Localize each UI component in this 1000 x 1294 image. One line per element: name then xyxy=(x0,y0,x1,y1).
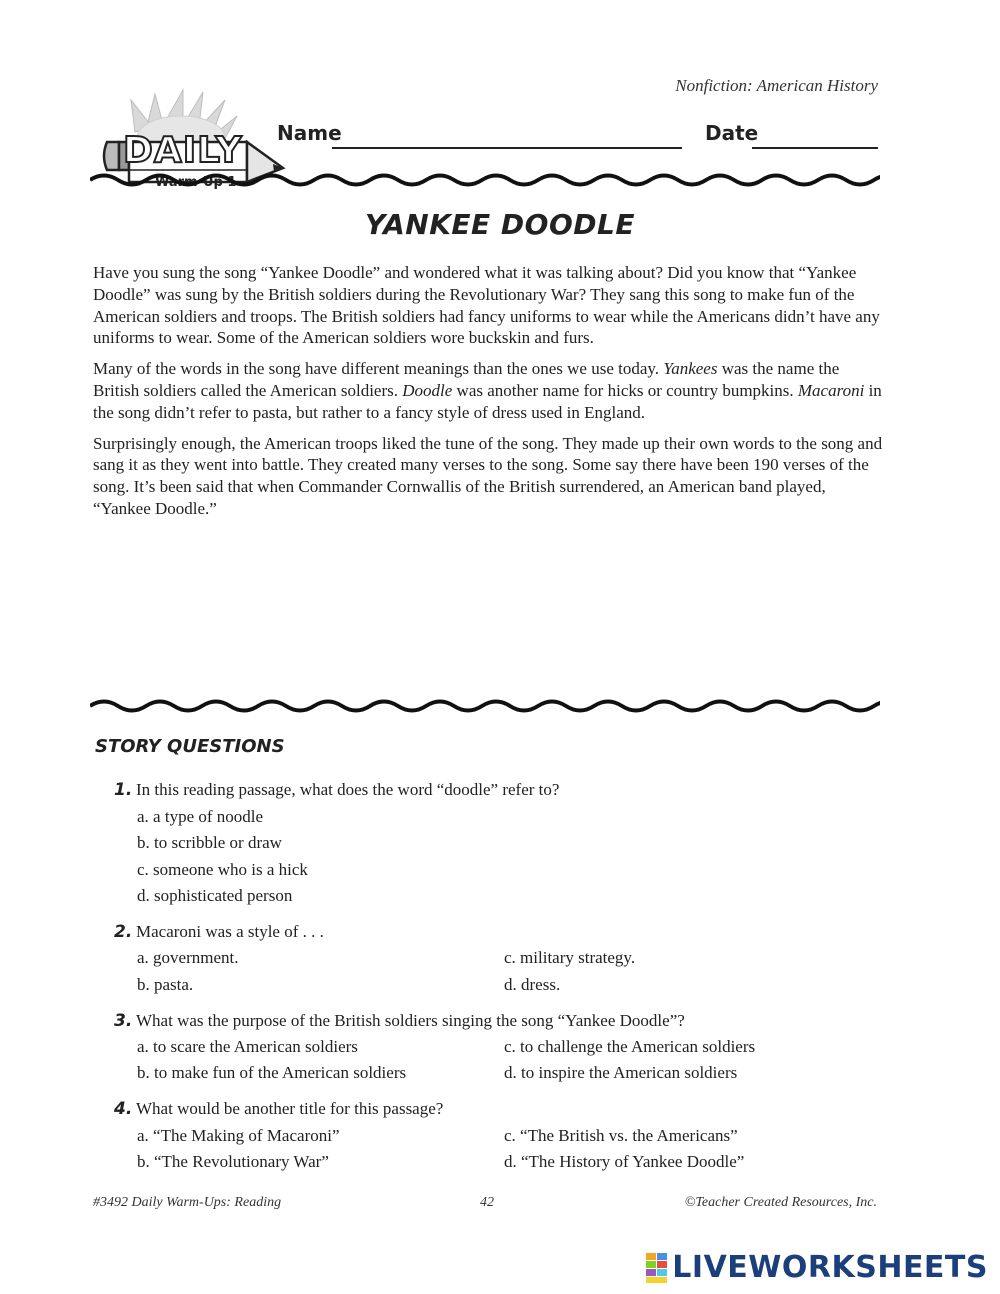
passage-text: was another name for hicks or country bumpkins. xyxy=(452,380,798,400)
liveworksheets-logo-icon xyxy=(646,1253,668,1283)
liveworksheets-brand[interactable] xyxy=(646,1250,988,1285)
question-3 xyxy=(114,1011,685,1031)
footer-copyright: ©Teacher Created Resources, Inc. xyxy=(684,1195,877,1210)
q1-option-d[interactable]: d. sophisticated person xyxy=(137,886,293,905)
question-text: What was the purpose of the British soldiers singing the song “Yankee Doodle”? xyxy=(136,1011,685,1030)
passage-paragraph-3: Surprisingly enough, the American troops liked the tune of the song. They made up their own words to the song and sang it as they went into battle. They created many verses to the song. Some say there have been 190 verses of the song. It’s been said that when Commander Cornwallis of the British surrendered, an American band played, “Yankee Doodle.” xyxy=(93,433,883,518)
passage-text: Many of the words in the song have different meanings than the ones we use today. xyxy=(93,359,664,379)
logo-warmup-text: Warm-Up 1 xyxy=(155,175,237,190)
q1-option-b[interactable]: b. to scribble or draw xyxy=(137,833,282,852)
passage-paragraph-2 xyxy=(93,358,885,423)
q3-option-b[interactable]: b. to make fun of the American soldiers xyxy=(137,1063,407,1082)
liveworksheets-wordmark: LIVEWORKSHEETS xyxy=(672,1250,988,1285)
term-macaroni: Macaroni xyxy=(797,380,865,400)
q4-option-b[interactable]: b. “The Revolutionary War” xyxy=(137,1152,329,1171)
q3-option-c[interactable]: c. to challenge the American soldiers xyxy=(504,1037,756,1056)
question-number: 4. xyxy=(114,1099,133,1119)
question-text: In this reading passage, what does the word “doodle” refer to? xyxy=(136,780,560,799)
footer-page-number: 42 xyxy=(480,1195,494,1210)
term-doodle: Doodle xyxy=(402,380,453,400)
middle-wave-divider xyxy=(90,694,880,718)
passage-text: was the name the British soldiers called the American soldiers. xyxy=(93,359,840,400)
reading-passage xyxy=(93,262,885,529)
top-wave-divider xyxy=(90,168,880,192)
question-2 xyxy=(114,922,324,942)
story-questions-heading: STORY QUESTIONS xyxy=(95,736,285,757)
logo-daily-text: DAILY xyxy=(123,130,243,171)
question-number: 3. xyxy=(114,1011,133,1031)
date-label: Date xyxy=(705,121,759,145)
q2-option-b[interactable]: b. pasta. xyxy=(137,975,194,994)
question-4 xyxy=(114,1099,443,1119)
passage-title: YANKEE DOODLE xyxy=(365,208,635,241)
q1-option-c[interactable]: c. someone who is a hick xyxy=(137,860,308,879)
q2-option-c[interactable]: c. military strategy. xyxy=(504,948,636,967)
passage-text: in the song didn’t refer to pasta, but rather to a fancy style of dress used in England. xyxy=(93,380,882,422)
q2-option-a[interactable]: a. government. xyxy=(137,948,239,967)
name-input-line[interactable] xyxy=(332,147,682,149)
subject-label: Nonfiction: American History xyxy=(675,76,878,95)
q3-option-d[interactable]: d. to inspire the American soldiers xyxy=(504,1063,738,1082)
question-number: 2. xyxy=(114,922,133,942)
q4-option-c[interactable]: c. “The British vs. the Americans” xyxy=(504,1126,738,1145)
date-input-line[interactable] xyxy=(752,147,878,149)
q4-option-a[interactable]: a. “The Making of Macaroni” xyxy=(137,1126,340,1145)
question-number: 1. xyxy=(114,780,133,800)
footer-book-title: #3492 Daily Warm-Ups: Reading xyxy=(93,1195,282,1210)
question-1 xyxy=(114,780,559,800)
question-text: What would be another title for this passage? xyxy=(136,1099,444,1118)
question-text: Macaroni was a style of . . . xyxy=(136,922,324,941)
name-label: Name xyxy=(277,121,342,145)
q3-option-a[interactable]: a. to scare the American soldiers xyxy=(137,1037,358,1056)
q2-option-d[interactable]: d. dress. xyxy=(504,975,561,994)
passage-paragraph-1: Have you sung the song “Yankee Doodle” and wondered what it was talking about? Did you know that “Yankee Doodle” was sung by the British soldiers during the Revolutionary War? They sang this song to make fun of the American soldiers and troops. The British soldiers had fancy uniforms to wear while the Americans didn’t have any uniforms to wear. Some of the American soldiers wore buckskin and furs. xyxy=(93,263,880,348)
q4-option-d[interactable]: d. “The History of Yankee Doodle” xyxy=(504,1152,745,1171)
q1-option-a[interactable]: a. a type of noodle xyxy=(137,807,264,826)
term-yankees: Yankees xyxy=(663,359,718,379)
